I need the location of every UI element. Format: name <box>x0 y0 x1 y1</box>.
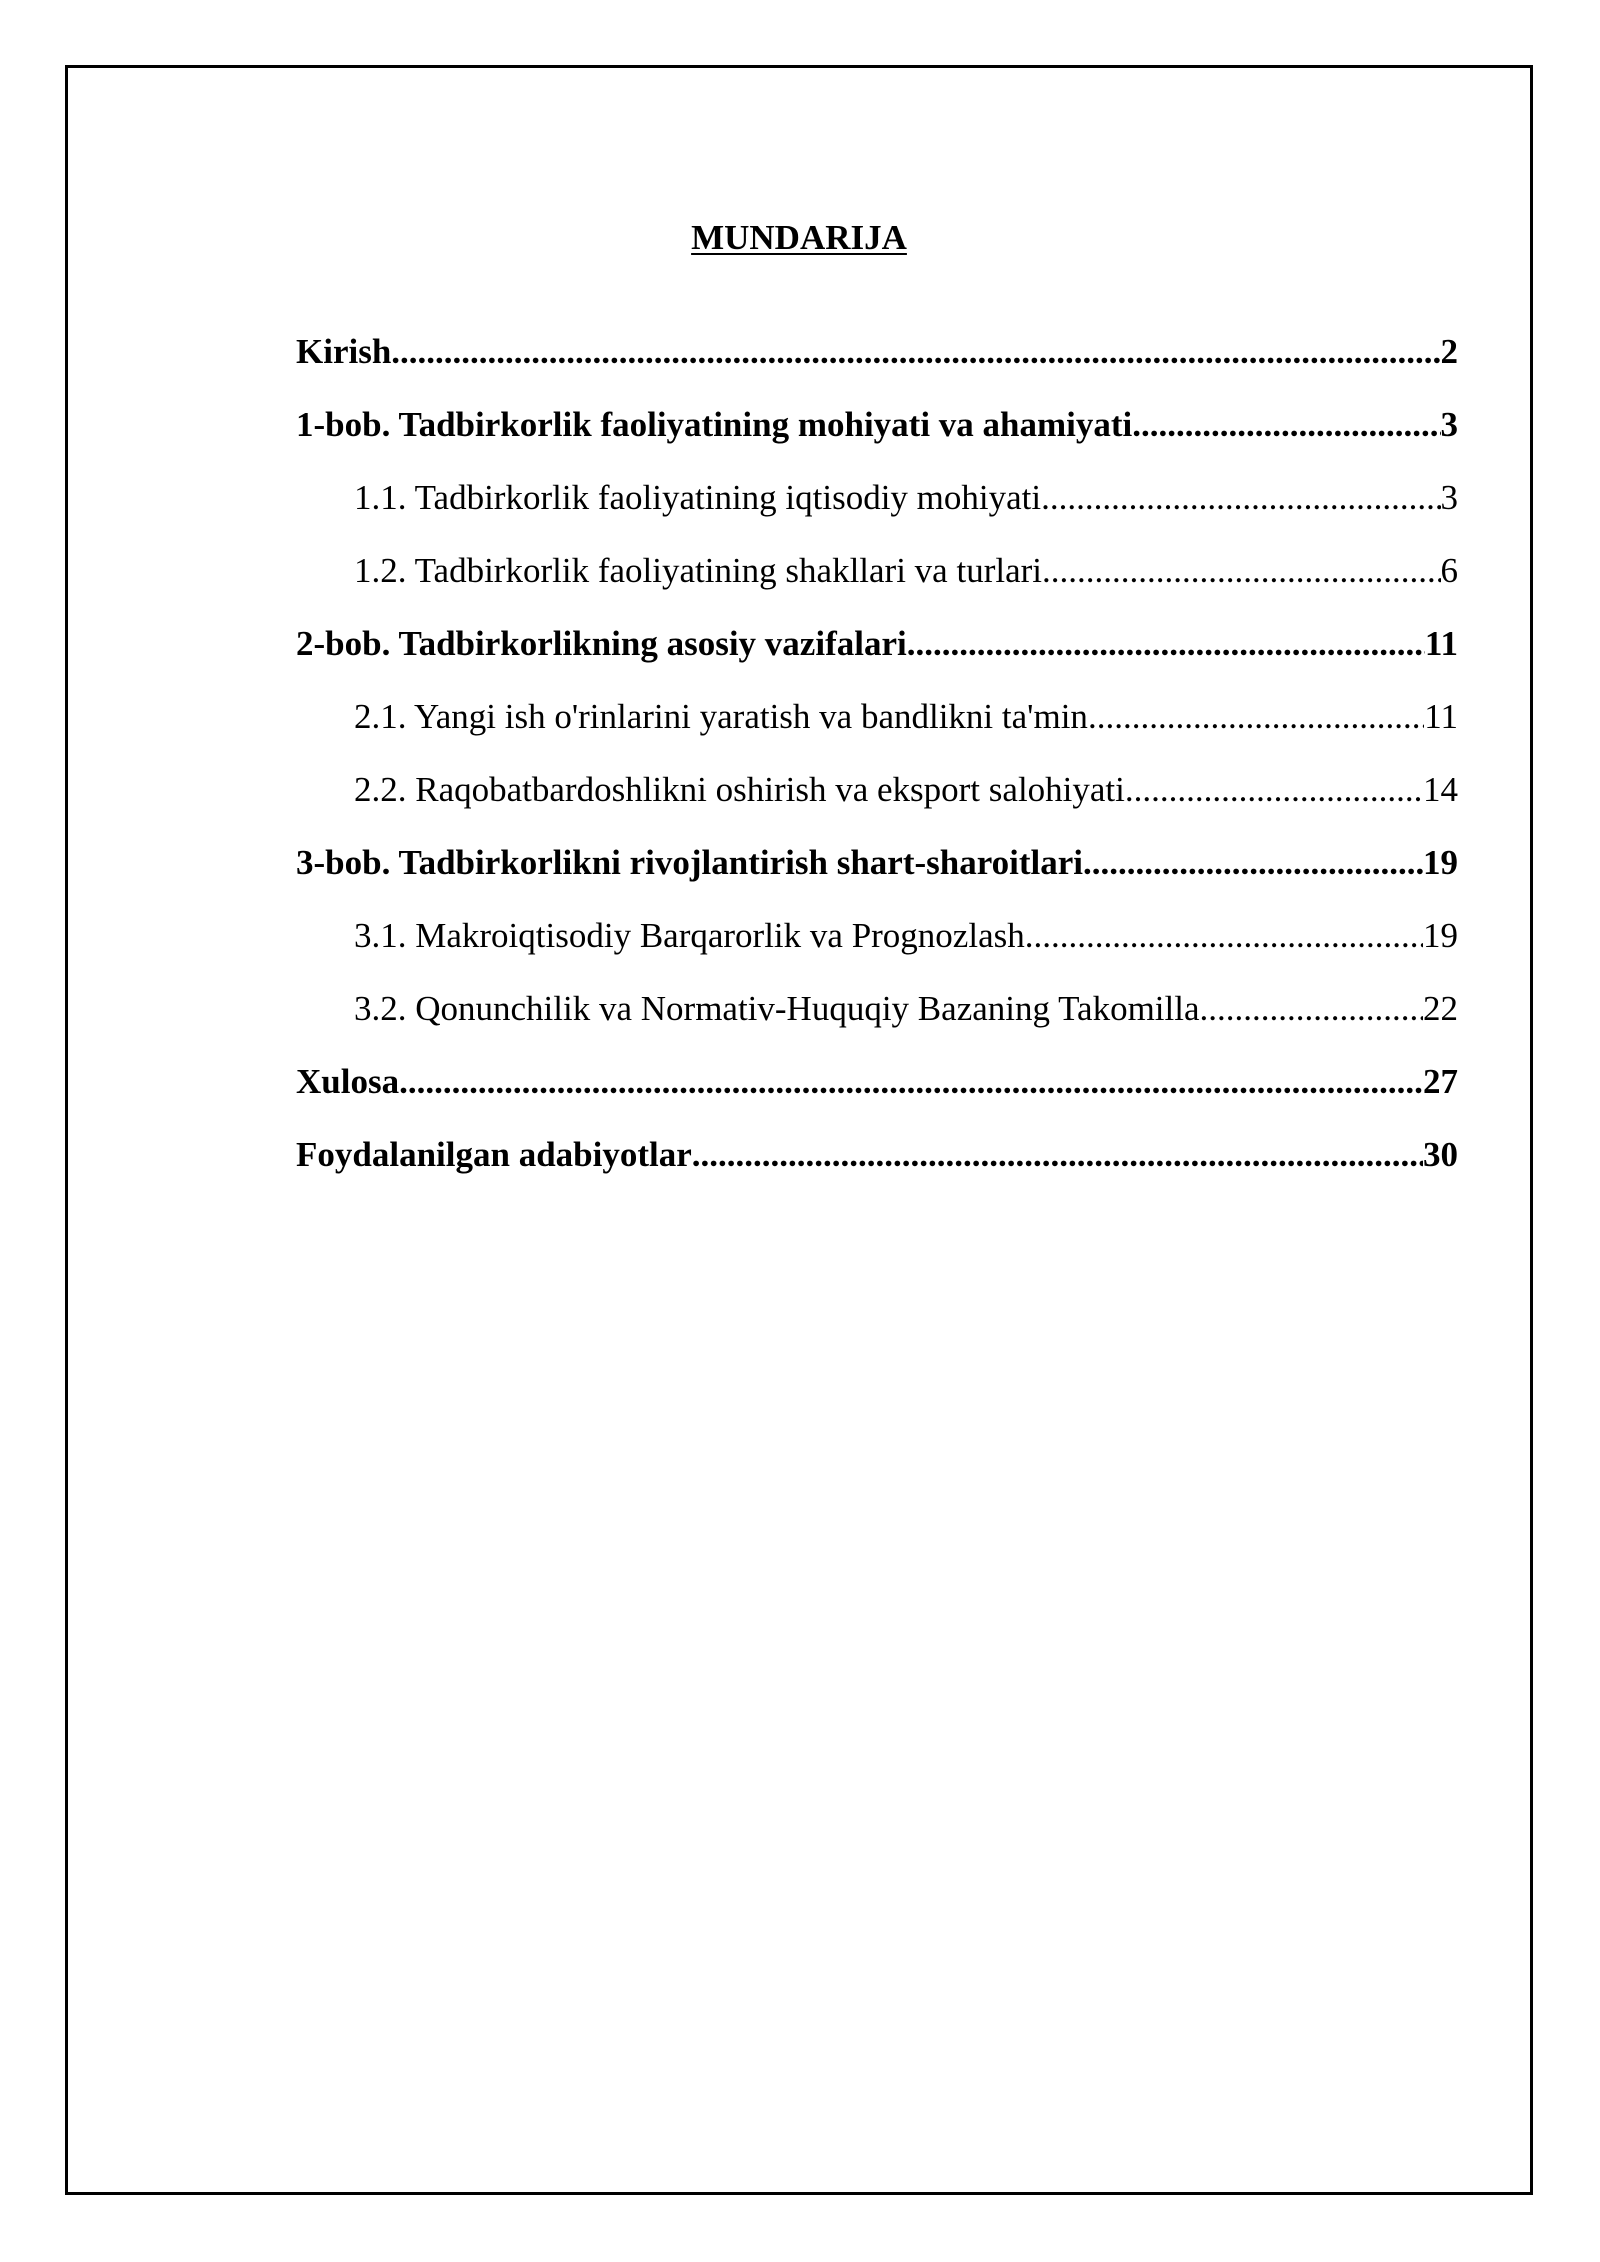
toc-entry-page-number: 3 <box>1440 407 1458 444</box>
page-title: MUNDARIJA <box>691 218 907 257</box>
toc-entry-page-number: 14 <box>1423 772 1458 809</box>
dot-leader <box>1125 772 1423 807</box>
toc-subentry[interactable] <box>296 480 1458 553</box>
toc-entry-page-number: 19 <box>1423 918 1458 955</box>
toc-entry-page-number: 22 <box>1423 991 1458 1028</box>
toc-entry[interactable] <box>296 1137 1458 1210</box>
toc-entry-label: 3-bob. Tadbirkorlikni rivojlantirish shart-sharoitlari <box>296 845 1083 882</box>
dot-leader <box>1041 480 1440 515</box>
toc-entry-page-number: 2 <box>1440 334 1458 371</box>
toc-entry-label: 3.1. Makroiqtisodiy Barqarorlik va Prognozlash <box>354 918 1025 955</box>
dot-leader <box>399 1064 1423 1099</box>
toc-entry[interactable] <box>296 334 1458 407</box>
toc-entry-label: 3.2. Qonunchilik va Normativ-Huquqiy Bazaning Takomilla <box>354 991 1200 1028</box>
toc-entry-label: 2.1. Yangi ish o'rinlarini yaratish va bandlikni ta'min <box>354 699 1088 736</box>
toc-entry-page-number: 30 <box>1423 1137 1458 1174</box>
toc-subentry[interactable] <box>296 991 1458 1064</box>
toc-entry[interactable] <box>296 1064 1458 1137</box>
toc-entry[interactable] <box>296 845 1458 918</box>
toc-entry-label: 1.1. Tadbirkorlik faoliyatining iqtisodiy mohiyati <box>354 480 1042 517</box>
toc-subentry[interactable] <box>296 772 1458 845</box>
dot-leader <box>692 1137 1423 1172</box>
toc-entry-label: Foydalanilgan adabiyotlar <box>296 1137 692 1174</box>
toc-entry[interactable] <box>296 626 1458 699</box>
toc-entry-page-number: 27 <box>1423 1064 1458 1101</box>
toc-entry-page-number: 11 <box>1424 699 1458 736</box>
toc-entry[interactable] <box>296 407 1458 480</box>
toc-entry-label: Kirish <box>296 334 392 371</box>
dot-leader <box>1083 845 1423 880</box>
toc-entry-page-number: 11 <box>1424 626 1458 663</box>
toc-entry-label: 1-bob. Tadbirkorlik faoliyatining mohiyati va ahamiyati <box>296 407 1133 444</box>
toc-subentry[interactable] <box>296 553 1458 626</box>
toc-subentry[interactable] <box>296 918 1458 991</box>
dot-leader <box>391 334 1440 369</box>
toc-entry-label: 2.2. Raqobatbardoshlikni oshirish va eksport salohiyati <box>354 772 1125 809</box>
dot-leader <box>1132 407 1440 442</box>
dot-leader <box>1042 553 1441 588</box>
table-of-contents <box>296 334 1458 1210</box>
toc-entry-label: 2-bob. Tadbirkorlikning asosiy vazifalari <box>296 626 907 663</box>
dot-leader <box>907 626 1425 661</box>
page-border <box>65 65 1533 2195</box>
toc-subentry[interactable] <box>296 699 1458 772</box>
dot-leader <box>1200 991 1423 1026</box>
toc-entry-page-number: 19 <box>1423 845 1458 882</box>
toc-entry-page-number: 6 <box>1440 553 1458 590</box>
toc-entry-label: 1.2. Tadbirkorlik faoliyatining shakllari va turlari <box>354 553 1042 590</box>
dot-leader <box>1088 699 1424 734</box>
dot-leader <box>1025 918 1423 953</box>
toc-entry-page-number: 3 <box>1440 480 1458 517</box>
toc-entry-label: Xulosa <box>296 1064 400 1101</box>
